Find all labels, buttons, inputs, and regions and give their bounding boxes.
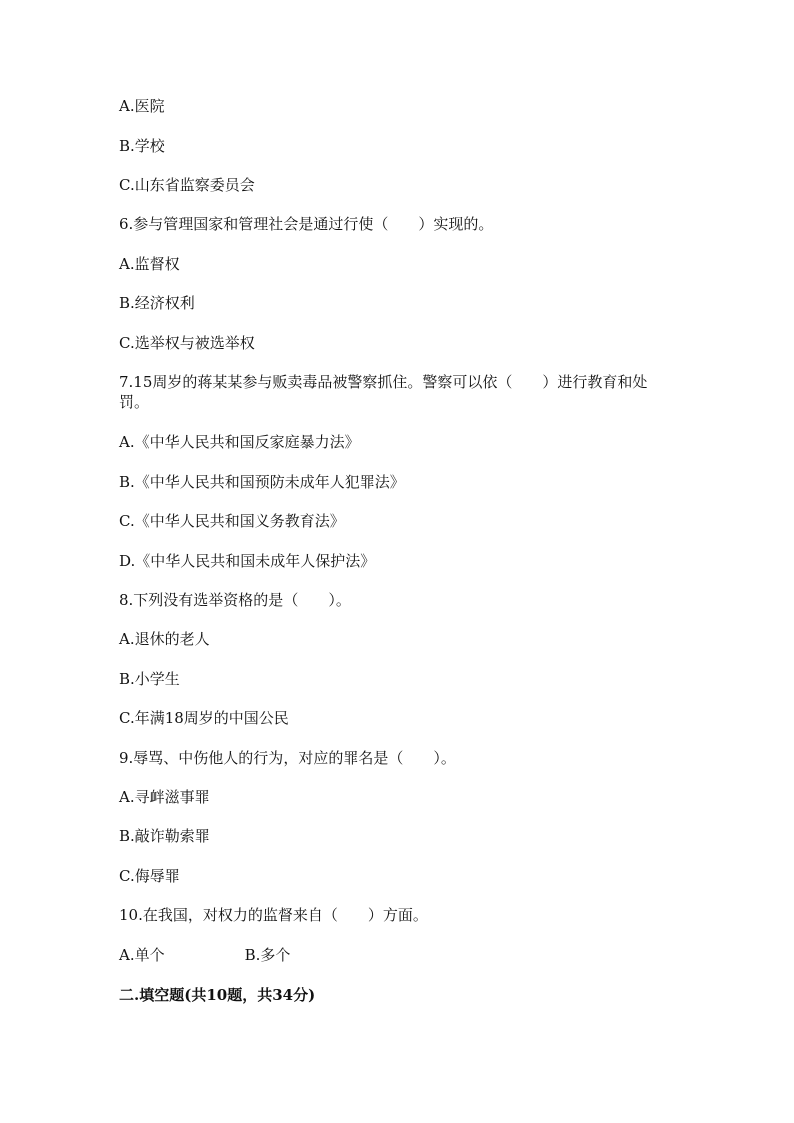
q7-stem: 7.15周岁的蒋某某参与贩卖毒品被警察抓住。警察可以依（ ）进行教育和处罚。: [119, 373, 648, 411]
q6-stem: 6.参与管理国家和管理社会是通过行使（ ）实现的。: [119, 215, 494, 233]
q8-option-c: C.年满18周岁的中国公民: [119, 709, 289, 727]
q7-option-c: C.《中华人民共和国义务教育法》: [119, 512, 345, 530]
q6-option-b: B.经济权利: [119, 294, 195, 312]
q6-option-c: C.选举权与被选举权: [119, 334, 255, 352]
q7-option-b: B.《中华人民共和国预防未成年人犯罪法》: [119, 473, 405, 491]
q9-option-c: C.侮辱罪: [119, 867, 180, 885]
q8-option-b: B.小学生: [119, 670, 180, 688]
q10-option-a: A.单个: [119, 946, 165, 964]
q5-option-b: B.学校: [119, 137, 165, 155]
q7-option-a: A.《中华人民共和国反家庭暴力法》: [119, 433, 360, 451]
q7-option-d: D.《中华人民共和国未成年人保护法》: [119, 552, 376, 570]
q10-stem: 10.在我国，对权力的监督来自（ ）方面。: [119, 906, 428, 924]
section-2-title: 二.填空题(共10题，共34分): [119, 986, 316, 1004]
q5-option-c: C.山东省监察委员会: [119, 176, 255, 194]
q5-option-a: A.医院: [119, 97, 165, 115]
q9-option-a: A.寻衅滋事罪: [119, 788, 210, 806]
q10-options: [119, 945, 290, 965]
q8-stem: 8.下列没有选举资格的是（ ）。: [119, 591, 351, 609]
q8-option-a: A.退休的老人: [119, 630, 210, 648]
q9-option-b: B.敲诈勒索罪: [119, 827, 210, 845]
q9-stem: 9.辱骂、中伤他人的行为，对应的罪名是（ ）。: [119, 749, 456, 767]
q6-option-a: A.监督权: [119, 255, 180, 273]
q10-option-b: B.多个: [244, 946, 291, 964]
